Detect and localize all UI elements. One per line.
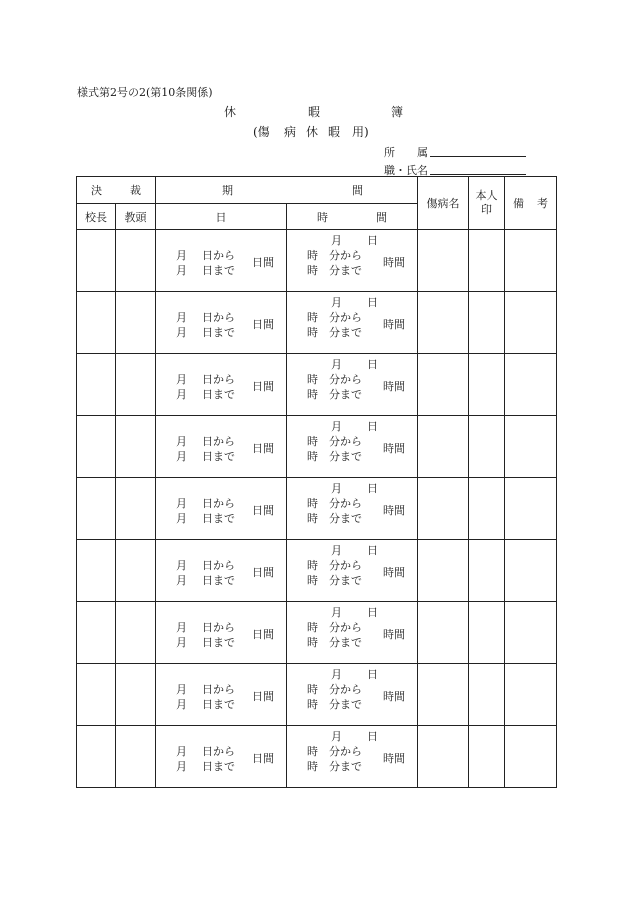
time-from-hour: 時 <box>307 621 318 634</box>
principal-approval-cell[interactable] <box>77 540 116 602</box>
time-to-hour: 時 <box>307 264 318 277</box>
day-to-day: 日まで <box>202 388 235 401</box>
principal-header: 校長 <box>77 204 116 230</box>
time-month-label: 月 <box>331 420 342 433</box>
day-to-day: 日まで <box>202 760 235 773</box>
header-row <box>77 177 557 204</box>
illness-name-cell[interactable] <box>418 230 469 292</box>
time-to-minute: 分まで <box>329 698 362 711</box>
day-total-label: 日間 <box>252 256 274 269</box>
principal-approval-cell[interactable] <box>77 292 116 354</box>
time-to-hour: 時 <box>307 388 318 401</box>
principal-approval-cell[interactable] <box>77 478 116 540</box>
time-period-cell[interactable] <box>287 540 418 602</box>
day-to-month: 月 <box>176 450 187 463</box>
time-from-minute: 分から <box>329 373 362 386</box>
seal-cell[interactable] <box>469 354 505 416</box>
principal-approval-cell[interactable] <box>77 664 116 726</box>
time-to-hour: 時 <box>307 698 318 711</box>
vice-principal-approval-cell[interactable] <box>116 726 156 788</box>
day-header: 日 <box>156 204 287 230</box>
day-period-cell[interactable] <box>156 292 287 354</box>
illness-name-cell[interactable] <box>418 540 469 602</box>
table-row <box>77 726 557 788</box>
time-total-label: 時間 <box>383 380 405 393</box>
day-from-month: 月 <box>176 621 187 634</box>
day-total-label: 日間 <box>252 752 274 765</box>
time-from-minute: 分から <box>329 745 362 758</box>
header-char: 間 <box>376 210 387 224</box>
time-to-hour: 時 <box>307 760 318 773</box>
day-total-label: 日間 <box>252 318 274 331</box>
remarks-cell[interactable] <box>505 292 557 354</box>
day-to-month: 月 <box>176 388 187 401</box>
vice-principal-approval-cell[interactable] <box>116 230 156 292</box>
seal-header-line: 本人 <box>475 189 498 202</box>
header-char: 間 <box>352 184 363 197</box>
name-underline <box>430 174 526 175</box>
time-period-cell[interactable] <box>287 292 418 354</box>
day-to-month: 月 <box>176 698 187 711</box>
time-from-minute: 分から <box>329 497 362 510</box>
affiliation-label-char: 属 <box>417 146 428 159</box>
approval-header <box>77 177 156 204</box>
day-total-label: 日間 <box>252 690 274 703</box>
table-row <box>77 540 557 602</box>
time-day-label: 日 <box>367 358 378 371</box>
time-to-minute: 分まで <box>329 512 362 525</box>
remarks-cell[interactable] <box>505 726 557 788</box>
time-from-minute: 分から <box>329 249 362 262</box>
time-from-hour: 時 <box>307 559 318 572</box>
time-day-label: 日 <box>367 668 378 681</box>
time-total-label: 時間 <box>383 628 405 641</box>
title-char: 暇 <box>308 105 321 119</box>
time-day-label: 日 <box>367 296 378 309</box>
subtitle-char: 休 <box>306 125 319 139</box>
day-period-cell[interactable] <box>156 602 287 664</box>
seal-cell[interactable] <box>469 478 505 540</box>
principal-approval-cell[interactable] <box>77 726 116 788</box>
day-total-label: 日間 <box>252 566 274 579</box>
form-number-label: 様式第2号の2(第10条関係) <box>77 86 213 99</box>
illness-name-cell[interactable] <box>418 416 469 478</box>
day-from-day: 日から <box>202 373 235 386</box>
time-month-label: 月 <box>331 668 342 681</box>
principal-approval-cell[interactable] <box>77 602 116 664</box>
time-from-minute: 分から <box>329 435 362 448</box>
table-row <box>77 602 557 664</box>
illness-name-cell[interactable] <box>418 664 469 726</box>
seal-cell[interactable] <box>469 602 505 664</box>
illness-name-cell[interactable] <box>418 292 469 354</box>
header-char: 備 <box>513 197 524 210</box>
day-from-day: 日から <box>202 621 235 634</box>
day-to-month: 月 <box>176 760 187 773</box>
principal-approval-cell[interactable] <box>77 416 116 478</box>
remarks-cell[interactable] <box>505 664 557 726</box>
time-total-label: 時間 <box>383 442 405 455</box>
day-to-day: 日まで <box>202 326 235 339</box>
remarks-cell[interactable] <box>505 540 557 602</box>
seal-cell[interactable] <box>469 416 505 478</box>
time-month-label: 月 <box>331 358 342 371</box>
time-header <box>287 204 418 230</box>
day-to-month: 月 <box>176 636 187 649</box>
time-period-cell[interactable] <box>287 478 418 540</box>
time-from-minute: 分から <box>329 621 362 634</box>
time-to-minute: 分まで <box>329 760 362 773</box>
time-month-label: 月 <box>331 234 342 247</box>
day-from-month: 月 <box>176 559 187 572</box>
subtitle-char: 病 <box>284 125 297 139</box>
header-char: 考 <box>537 197 548 210</box>
day-to-month: 月 <box>176 326 187 339</box>
leave-ledger-table <box>76 176 557 788</box>
day-to-day: 日まで <box>202 264 235 277</box>
day-from-month: 月 <box>176 311 187 324</box>
day-to-day: 日まで <box>202 450 235 463</box>
name-label: 職・氏名 <box>384 164 428 177</box>
time-to-minute: 分まで <box>329 450 362 463</box>
time-from-hour: 時 <box>307 311 318 324</box>
day-total-label: 日間 <box>252 380 274 393</box>
time-to-hour: 時 <box>307 450 318 463</box>
vice-principal-approval-cell[interactable] <box>116 664 156 726</box>
vice-principal-approval-cell[interactable] <box>116 416 156 478</box>
time-from-minute: 分から <box>329 311 362 324</box>
day-to-day: 日まで <box>202 512 235 525</box>
seal-header-line: 印 <box>481 203 492 216</box>
remarks-cell[interactable] <box>505 230 557 292</box>
time-from-hour: 時 <box>307 373 318 386</box>
day-from-day: 日から <box>202 745 235 758</box>
day-from-month: 月 <box>176 435 187 448</box>
day-from-month: 月 <box>176 249 187 262</box>
day-period-cell[interactable] <box>156 664 287 726</box>
time-to-hour: 時 <box>307 512 318 525</box>
remarks-cell[interactable] <box>505 602 557 664</box>
time-to-minute: 分まで <box>329 574 362 587</box>
principal-approval-cell[interactable] <box>77 354 116 416</box>
time-month-label: 月 <box>331 482 342 495</box>
affiliation-label-char: 所 <box>384 146 395 159</box>
time-period-cell[interactable] <box>287 416 418 478</box>
time-to-minute: 分まで <box>329 388 362 401</box>
time-day-label: 日 <box>367 482 378 495</box>
day-period-cell[interactable] <box>156 540 287 602</box>
time-month-label: 月 <box>331 730 342 743</box>
vice-principal-approval-cell[interactable] <box>116 292 156 354</box>
day-to-month: 月 <box>176 264 187 277</box>
time-from-hour: 時 <box>307 745 318 758</box>
day-total-label: 日間 <box>252 442 274 455</box>
time-month-label: 月 <box>331 296 342 309</box>
day-period-cell[interactable] <box>156 416 287 478</box>
time-period-cell[interactable] <box>287 354 418 416</box>
period-header <box>156 177 418 204</box>
vice-principal-approval-cell[interactable] <box>116 540 156 602</box>
seal-cell[interactable] <box>469 230 505 292</box>
seal-cell[interactable] <box>469 664 505 726</box>
time-to-hour: 時 <box>307 326 318 339</box>
table-row <box>77 354 557 416</box>
seal-cell[interactable] <box>469 292 505 354</box>
time-day-label: 日 <box>367 730 378 743</box>
seal-header <box>469 177 505 230</box>
day-to-month: 月 <box>176 574 187 587</box>
time-day-label: 日 <box>367 606 378 619</box>
time-day-label: 日 <box>367 234 378 247</box>
title-char: 簿 <box>391 105 404 119</box>
time-total-label: 時間 <box>383 690 405 703</box>
time-month-label: 月 <box>331 606 342 619</box>
table-row <box>77 478 557 540</box>
time-day-label: 日 <box>367 420 378 433</box>
day-from-month: 月 <box>176 497 187 510</box>
ledger-body <box>77 230 557 788</box>
vice-principal-approval-cell[interactable] <box>116 354 156 416</box>
illness-name-cell[interactable] <box>418 478 469 540</box>
remarks-cell[interactable] <box>505 416 557 478</box>
time-total-label: 時間 <box>383 504 405 517</box>
remarks-cell[interactable] <box>505 354 557 416</box>
day-period-cell[interactable] <box>156 230 287 292</box>
day-period-cell[interactable] <box>156 478 287 540</box>
day-to-day: 日まで <box>202 698 235 711</box>
day-period-cell[interactable] <box>156 354 287 416</box>
illness-name-cell[interactable] <box>418 726 469 788</box>
header-char: 決 <box>91 184 102 197</box>
day-from-month: 月 <box>176 373 187 386</box>
table-row <box>77 230 557 292</box>
time-total-label: 時間 <box>383 752 405 765</box>
time-to-minute: 分まで <box>329 264 362 277</box>
time-day-label: 日 <box>367 544 378 557</box>
time-to-minute: 分まで <box>329 326 362 339</box>
day-from-day: 日から <box>202 497 235 510</box>
day-from-day: 日から <box>202 249 235 262</box>
remarks-header <box>505 177 557 230</box>
time-period-cell[interactable] <box>287 664 418 726</box>
day-to-day: 日まで <box>202 636 235 649</box>
subtitle-char: 用) <box>352 125 369 139</box>
seal-cell[interactable] <box>469 540 505 602</box>
time-to-minute: 分まで <box>329 636 362 649</box>
time-total-label: 時間 <box>383 318 405 331</box>
header-char: 裁 <box>130 184 141 197</box>
illness-name-cell[interactable] <box>418 354 469 416</box>
time-from-hour: 時 <box>307 497 318 510</box>
vice-principal-header: 教頭 <box>116 204 156 230</box>
illness-name-cell[interactable] <box>418 602 469 664</box>
day-total-label: 日間 <box>252 504 274 517</box>
day-to-month: 月 <box>176 512 187 525</box>
time-period-cell[interactable] <box>287 602 418 664</box>
time-from-minute: 分から <box>329 559 362 572</box>
time-total-label: 時間 <box>383 256 405 269</box>
table-row <box>77 664 557 726</box>
day-total-label: 日間 <box>252 628 274 641</box>
time-month-label: 月 <box>331 544 342 557</box>
subtitle-char: (傷 <box>253 125 270 139</box>
day-from-day: 日から <box>202 311 235 324</box>
day-from-day: 日から <box>202 683 235 696</box>
table-row <box>77 292 557 354</box>
affiliation-underline <box>430 156 526 157</box>
time-to-hour: 時 <box>307 574 318 587</box>
time-period-cell[interactable] <box>287 230 418 292</box>
header-char: 時 <box>317 210 328 224</box>
time-from-hour: 時 <box>307 683 318 696</box>
day-from-day: 日から <box>202 435 235 448</box>
day-from-month: 月 <box>176 745 187 758</box>
time-from-minute: 分から <box>329 683 362 696</box>
principal-approval-cell[interactable] <box>77 230 116 292</box>
table-row <box>77 416 557 478</box>
vice-principal-approval-cell[interactable] <box>116 602 156 664</box>
time-total-label: 時間 <box>383 566 405 579</box>
subtitle-char: 暇 <box>328 125 341 139</box>
header-char: 期 <box>222 184 233 197</box>
day-period-cell[interactable] <box>156 726 287 788</box>
day-to-day: 日まで <box>202 574 235 587</box>
day-from-month: 月 <box>176 683 187 696</box>
seal-cell[interactable] <box>469 726 505 788</box>
time-from-hour: 時 <box>307 435 318 448</box>
time-period-cell[interactable] <box>287 726 418 788</box>
vice-principal-approval-cell[interactable] <box>116 478 156 540</box>
illness-name-header: 傷病名 <box>418 177 469 230</box>
time-to-hour: 時 <box>307 636 318 649</box>
day-from-day: 日から <box>202 559 235 572</box>
time-from-hour: 時 <box>307 249 318 262</box>
remarks-cell[interactable] <box>505 478 557 540</box>
title-char: 休 <box>224 105 237 119</box>
